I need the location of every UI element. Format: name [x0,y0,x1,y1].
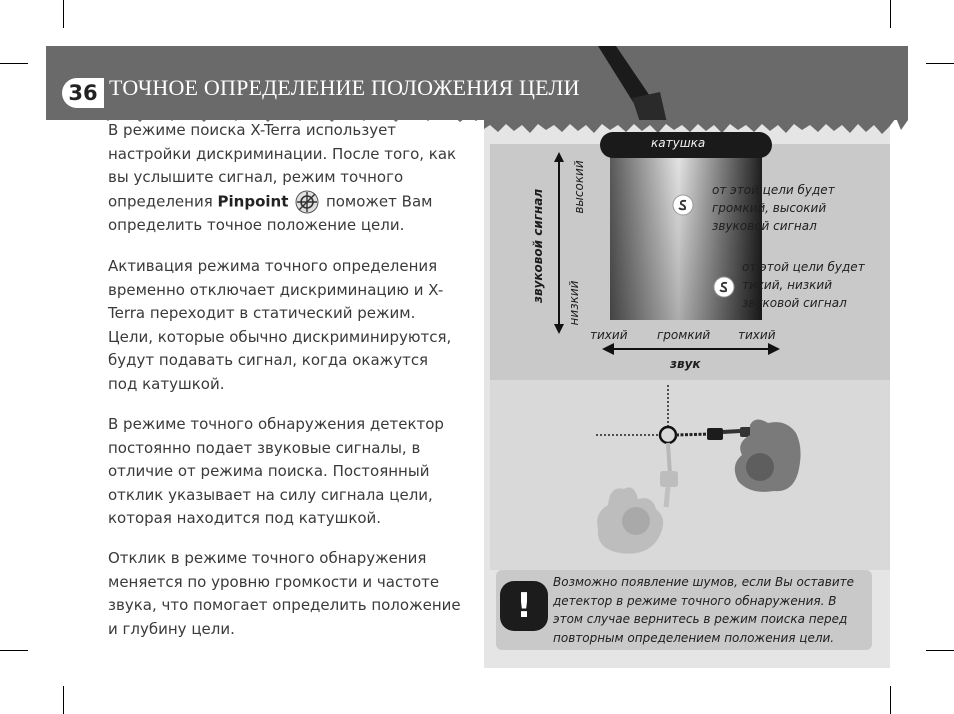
paragraph-1-end: поможет Вам определить точное положение цели. [108,192,433,234]
coil-label: катушка [651,136,706,150]
warning-text: Возможно появление шумов, если Вы оставите детектор в режиме точного обнаружения. В этом случае вернитесь в режим поиска перед повторным определением положения цели. [553,575,855,645]
low-label: низкий [567,280,581,326]
paragraph-2: Активация режима точного определения временно отключает дискриминацию и X-Terra переходит в статический режим. Цели, которые обычно дискриминируются, будут подавать сигнал, когда окажутся под катушкой. [108,257,452,393]
sound-axis-arrow [602,342,780,356]
top-view-illustration [590,385,820,565]
warning-icon: ! [500,581,548,631]
signal-axis-label: звуковой сигнал [531,188,545,303]
high-label: высокий [572,160,586,214]
paragraph-1 [108,119,462,237]
paragraph-3: В режиме точного обнаружения детектор постоянно подает звуковые сигналы, в отличие от режима поиска. Постоянный отклик указывает на силу сигнала цели, которая находится под катушкой. [108,415,444,527]
pinpoint-term: Pinpoint [217,192,289,210]
target-loud-icon [672,194,694,216]
target-loud-text: от этой цели будет громкий, высокий звуковой сигнал [712,183,835,233]
pinpoint-icon [295,190,319,214]
sound-label: звук [670,357,701,371]
paragraph-4: Отклик в режиме точного обнаружения меняется по уровню громкости и частоте звука, что помогает определить положение и глубину цели. [108,549,461,638]
quiet-left-label: тихий [590,328,628,342]
signal-axis-arrow [553,152,565,334]
page-number: 36 [62,78,104,108]
target-quiet-icon [713,276,735,298]
page-title: ТОЧНОЕ ОПРЕДЕЛЕНИЕ ПОЛОЖЕНИЯ ЦЕЛИ [109,75,580,100]
target-quiet-text: от этой цели будет тихий, низкий звуковой сигнал [742,260,865,310]
paragraph-1-start: В режиме поиска X-Terra использует настройки дискриминации. После того, как вы услышите сигнал, режим точного определения [108,121,457,210]
quiet-right-label: тихий [738,328,776,342]
loud-center-label: громкий [657,328,711,342]
